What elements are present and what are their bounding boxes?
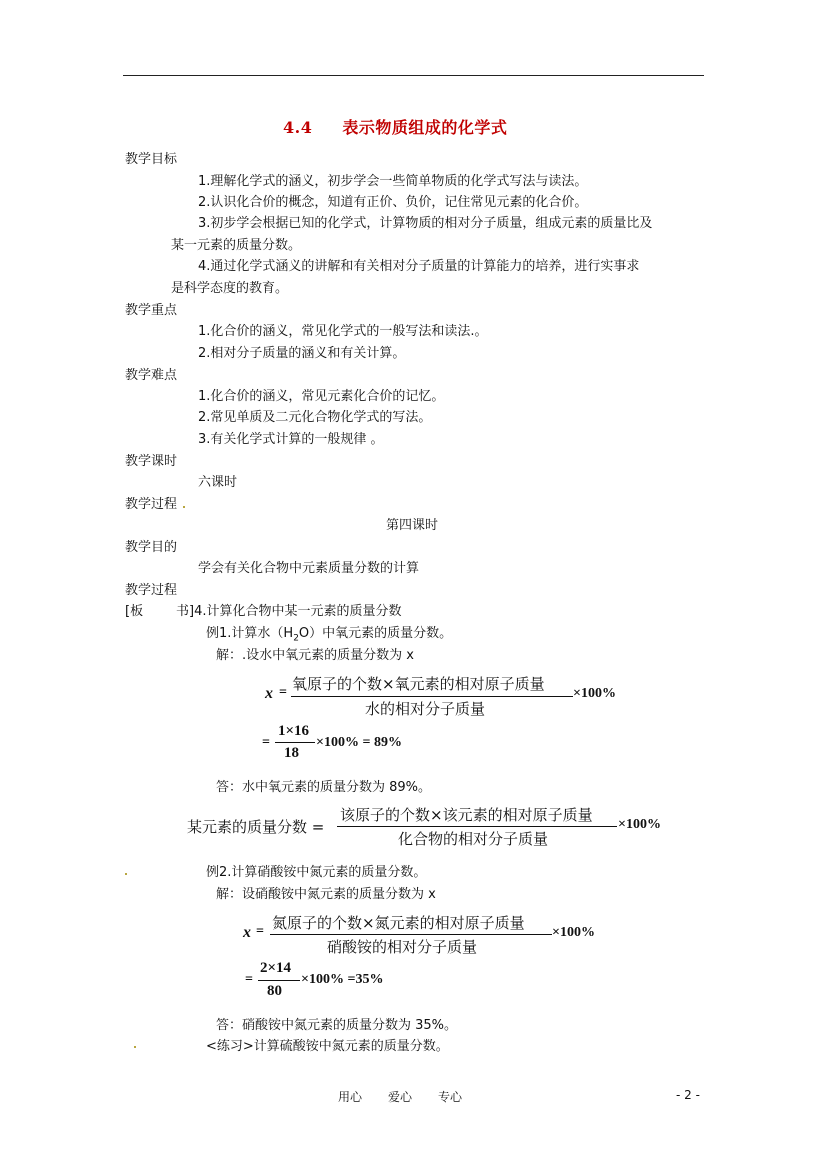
board-tag: [板 — [125, 604, 144, 619]
page-number: - 2 - — [676, 1088, 700, 1102]
objective-3-cont: 某一元素的质量分数。 — [171, 238, 302, 253]
heading-key-points: 教学重点 — [125, 303, 178, 318]
footer-motto-3: 专心 — [438, 1090, 463, 1104]
formula-4-lhs: x — [243, 924, 251, 941]
formula-3-tail: ×100% — [618, 817, 661, 832]
formula-3-numerator: 该原子的个数×该元素的相对原子质量 — [340, 806, 593, 824]
formula-5-numerator: 2×14 — [260, 960, 292, 976]
formula-3-lhs: 某元素的质量分数 = — [187, 818, 325, 836]
example-1-part2: O）中氧元素的质量分数。 — [298, 626, 453, 641]
formula-1-eq: = — [279, 685, 287, 700]
formula-4-numerator: 氮原子的个数×氮元素的相对原子质量 — [272, 914, 525, 932]
lesson-label: 第四课时 — [386, 518, 439, 533]
heading-purpose: 教学目的 — [125, 540, 178, 555]
formula-4-tail: ×100% — [552, 925, 595, 940]
formula-5-tail: ×100% =35% — [301, 972, 384, 987]
solution-1: 解：.设水中氧元素的质量分数为 x — [216, 648, 414, 663]
formula-2-numerator: 1×16 — [278, 723, 310, 739]
footer-motto-1: 用心 — [338, 1090, 363, 1104]
exercise: <练习>计算硫酸铵中氮元素的质量分数。 — [206, 1039, 449, 1054]
heading-process: 教学过程 — [125, 497, 178, 512]
formula-5-bar — [258, 980, 300, 981]
answer-2: 答：硝酸铵中氮元素的质量分数为 35%。 — [216, 1018, 458, 1033]
formula-1 — [265, 672, 635, 722]
difficulty-1: 1.化合价的涵义，常见元素化合价的记忆。 — [198, 389, 445, 404]
purpose-text: 学会有关化合物中元素质量分数的计算 — [198, 561, 420, 576]
example-1-part1: 例1.计算水（H — [206, 626, 294, 641]
formula-1-lhs: x — [265, 685, 273, 702]
stray-mark — [183, 506, 185, 508]
objective-1: 1.理解化学式的涵义，初步学会一些简单物质的化学式写法与读法。 — [198, 174, 588, 189]
formula-1-numerator: 氧原子的个数×氧元素的相对原子质量 — [292, 675, 545, 693]
formula-2-tail: ×100% = 89% — [316, 735, 402, 750]
board-text: 书]4.计算化合物中某一元素的质量分数 — [176, 604, 402, 619]
formula-5-denominator: 80 — [267, 983, 282, 999]
section-title: 表示物质组成的化学式 — [342, 118, 508, 137]
footer-motto-2: 爱心 — [388, 1090, 413, 1104]
formula-1-denominator: 水的相对分子质量 — [365, 700, 486, 718]
example-2: 例2.计算硝酸铵中氮元素的质量分数。 — [206, 865, 427, 880]
difficulty-3: 3.有关化学式计算的一般规律 。 — [198, 432, 384, 447]
formula-2-denominator: 18 — [284, 745, 299, 761]
formula-1-tail: ×100% — [573, 686, 616, 701]
heading-process-2: 教学过程 — [125, 583, 178, 598]
formula-1-bar — [291, 696, 573, 697]
key-point-1: 1.化合价的涵义，常见化学式的一般写法和读法.。 — [198, 324, 488, 339]
section-number: 4.4 — [283, 118, 313, 137]
formula-3 — [187, 804, 677, 854]
heading-difficulties: 教学难点 — [125, 368, 178, 383]
objective-3: 3.初步学会根据已知的化学式，计算物质的相对分子质量，组成元素的质量比及 — [198, 216, 653, 231]
formula-2-eq: = — [262, 735, 270, 750]
formula-4-eq: = — [256, 924, 264, 939]
formula-2-bar — [275, 742, 315, 743]
periods-value: 六课时 — [198, 475, 238, 490]
answer-1: 答：水中氧元素的质量分数为 89%。 — [216, 780, 432, 795]
page-title — [283, 115, 507, 138]
formula-3-bar — [337, 826, 617, 827]
difficulty-2: 2.常见单质及二元化合物化学式的写法。 — [198, 410, 432, 425]
formula-5 — [245, 958, 415, 1004]
objective-2: 2.认识化合价的概念，知道有正价、负价，记住常见元素的化合价。 — [198, 195, 588, 210]
formula-4-bar — [270, 934, 552, 935]
example-1 — [206, 622, 452, 644]
formula-2 — [262, 722, 432, 766]
stray-mark — [134, 1046, 136, 1048]
example-1-subscript: 2 — [293, 633, 299, 644]
heading-periods: 教学课时 — [125, 454, 178, 469]
key-point-2: 2.相对分子质量的涵义和有关计算。 — [198, 346, 406, 361]
heading-objectives: 教学目标 — [125, 152, 178, 167]
formula-5-eq: = — [245, 972, 253, 987]
solution-2: 解：设硝酸铵中氮元素的质量分数为 x — [216, 887, 436, 902]
objective-4: 4.通过化学式涵义的讲解和有关相对分子质量的计算能力的培养，进行实事求 — [198, 259, 640, 274]
formula-4-denominator: 硝酸铵的相对分子质量 — [327, 938, 478, 956]
formula-3-denominator: 化合物的相对分子质量 — [398, 830, 549, 848]
header-rule — [123, 75, 704, 76]
stray-mark — [125, 873, 127, 875]
objective-4-cont: 是科学态度的教育。 — [171, 281, 289, 296]
formula-4 — [243, 910, 613, 960]
